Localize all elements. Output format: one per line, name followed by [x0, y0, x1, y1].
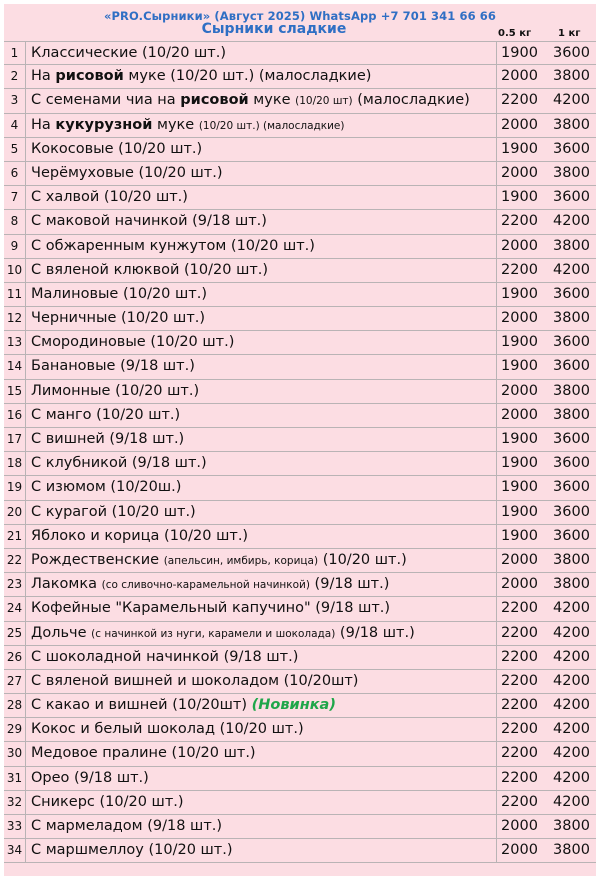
price-half-kg: 2000	[496, 573, 542, 596]
price-half-kg: 2000	[496, 307, 542, 330]
table-row	[4, 331, 596, 355]
table-row	[4, 210, 596, 234]
table-row	[4, 307, 596, 331]
product-name-part: Кофейные "Карамельный капучино" (9/18 шт.)	[31, 600, 391, 617]
price-one-kg: 3600	[553, 431, 590, 447]
table-row	[4, 718, 596, 742]
price-one-kg: 3800	[553, 164, 590, 181]
price-one-kg: 4200	[553, 745, 590, 762]
price-one-kg: 4200	[553, 92, 590, 109]
product-name-part: Кокос и белый шоколад (10/20 шт.)	[31, 721, 304, 738]
price-half-kg: 2200	[496, 646, 542, 669]
table-row	[4, 694, 596, 718]
table-row	[4, 573, 596, 597]
table-row	[4, 65, 596, 89]
product-name	[31, 694, 492, 717]
price-one-kg: 4200	[553, 213, 590, 230]
row-number: 16	[4, 404, 26, 427]
product-name	[31, 186, 492, 209]
product-name	[31, 791, 492, 814]
product-name-part: Банановые (9/18 шт.)	[31, 358, 195, 375]
product-name-part: (малосладкие)	[352, 92, 470, 109]
table-row	[4, 380, 596, 404]
table-row	[4, 742, 596, 766]
price-one-kg: 3800	[553, 842, 590, 859]
product-name-part: Кокосовые (10/20 шт.)	[31, 140, 203, 157]
product-name-part: С маршмеллоу (10/20 шт.)	[31, 842, 233, 859]
price-one-kg: 3600	[553, 334, 590, 351]
product-name-part: С халвой (10/20 шт.)	[31, 189, 188, 206]
row-number: 17	[4, 428, 26, 451]
price-one-kg: 3800	[553, 551, 590, 568]
table-row	[4, 525, 596, 549]
row-number: 7	[4, 186, 26, 209]
new-badge: (Новинка)	[251, 697, 336, 714]
price-half-kg: 1900	[496, 42, 542, 64]
price-half-kg: 2200	[496, 597, 542, 620]
product-name-part: Медовое пралине (10/20 шт.)	[31, 745, 256, 762]
row-number: 27	[4, 670, 26, 693]
product-name	[31, 742, 492, 765]
product-name-part: (9/18 шт.)	[335, 624, 415, 641]
price-half-kg: 2200	[496, 742, 542, 765]
product-name	[31, 573, 492, 596]
table-row	[4, 622, 596, 646]
product-name-part: С семенами чиа на	[31, 92, 181, 109]
row-number: 26	[4, 646, 26, 669]
product-name	[31, 525, 492, 548]
price-half-kg: 2200	[496, 89, 542, 112]
row-number: 6	[4, 162, 26, 185]
row-number: 12	[4, 307, 26, 330]
price-one-kg: 3600	[553, 503, 590, 520]
product-name-part: Лакомка	[31, 576, 102, 593]
product-name	[31, 501, 492, 524]
product-name	[31, 162, 492, 185]
product-name	[31, 549, 492, 572]
product-name-part: С мармеладом (9/18 шт.)	[31, 818, 223, 834]
product-name	[31, 331, 492, 354]
product-name-part: (с начинкой из нуги, карамели и шоколада)	[91, 627, 336, 640]
row-number: 1	[4, 42, 26, 64]
price-half-kg: 1900	[496, 476, 542, 499]
product-name	[31, 210, 492, 233]
table-row	[4, 162, 596, 186]
row-number: 14	[4, 355, 26, 378]
product-name	[31, 597, 492, 620]
product-name-part: Сникерс (10/20 шт.)	[31, 793, 184, 810]
price-one-kg: 3800	[553, 237, 590, 254]
price-half-kg: 2000	[496, 815, 542, 838]
table-row	[4, 41, 596, 65]
price-half-kg: 1900	[496, 428, 542, 451]
price-half-kg: 1900	[496, 525, 542, 548]
product-name	[31, 815, 492, 838]
price-one-kg: 3800	[553, 382, 590, 399]
product-name-part: муке (10/20 шт.) (малосладкие)	[123, 68, 372, 85]
row-number: 3	[4, 89, 26, 112]
table-row	[4, 791, 596, 815]
table-row	[4, 259, 596, 283]
table-row	[4, 186, 596, 210]
price-half-kg: 1900	[496, 331, 542, 354]
table-row	[4, 597, 596, 621]
price-half-kg: 1900	[496, 283, 542, 306]
price-half-kg: 2200	[496, 210, 542, 233]
product-name	[31, 767, 492, 790]
product-name-part: муке	[248, 92, 296, 109]
price-one-kg: 4200	[553, 261, 590, 278]
product-name-part: Рождественские	[31, 551, 164, 568]
table-row	[4, 815, 596, 839]
product-name-part: Черничные (10/20 шт.)	[31, 310, 206, 327]
product-name-part: (со сливочно-карамельной начинкой)	[101, 579, 310, 592]
row-number: 24	[4, 597, 26, 620]
table-row	[4, 549, 596, 573]
table-row	[4, 501, 596, 525]
product-name-part: С курагой (10/20 шт.)	[31, 503, 196, 520]
product-name-part: С вяленой клюквой (10/20 шт.)	[31, 261, 269, 278]
price-half-kg: 2200	[496, 718, 542, 741]
product-name-part: С изюмом (10/20ш.)	[31, 479, 182, 496]
price-one-kg: 4200	[553, 697, 590, 714]
price-one-kg: 3800	[553, 116, 590, 133]
price-one-kg: 3600	[553, 45, 590, 61]
product-name-part: Дольче	[31, 624, 92, 641]
product-name	[31, 307, 492, 330]
product-name	[31, 670, 492, 693]
product-name-part: (9/18 шт.)	[309, 576, 390, 593]
price-half-kg: 2000	[496, 404, 542, 427]
row-number: 9	[4, 235, 26, 258]
row-number: 10	[4, 259, 26, 282]
product-name-part: На	[31, 68, 56, 85]
row-number: 22	[4, 549, 26, 572]
table-row	[4, 114, 596, 138]
row-number: 34	[4, 839, 26, 862]
price-one-kg: 3800	[553, 576, 590, 593]
product-name	[31, 452, 492, 475]
row-number: 28	[4, 694, 26, 717]
price-half-kg: 1900	[496, 355, 542, 378]
product-name-part: (апельсин, имбирь, корица)	[163, 554, 319, 567]
price-half-kg: 2200	[496, 259, 542, 282]
contact-line: «PRO.Сырники» (Август 2025) WhatsApp +7 701 341 66 66	[104, 9, 496, 23]
price-one-kg: 4200	[553, 624, 590, 641]
column-header-one-kg: 1 кг	[558, 28, 581, 39]
table-row	[4, 767, 596, 791]
price-one-kg: 3600	[553, 358, 590, 375]
row-number: 11	[4, 283, 26, 306]
price-half-kg: 2200	[496, 694, 542, 717]
product-name-part: На	[31, 116, 56, 133]
product-name-part: (10/20 шт.) (малосладкие)	[198, 119, 345, 132]
price-one-kg: 4200	[553, 793, 590, 810]
price-one-kg: 3600	[553, 285, 590, 302]
row-number: 13	[4, 331, 26, 354]
product-name-part: С маковой начинкой (9/18 шт.)	[31, 213, 267, 230]
row-number: 30	[4, 742, 26, 765]
price-one-kg: 3600	[553, 527, 590, 544]
row-number: 18	[4, 452, 26, 475]
price-half-kg: 1900	[496, 138, 542, 161]
product-name	[31, 259, 492, 282]
table-row	[4, 476, 596, 500]
price-half-kg: 2200	[496, 767, 542, 790]
product-name-part: С обжаренным кунжутом (10/20 шт.)	[31, 237, 315, 254]
row-number: 32	[4, 791, 26, 814]
product-name-part: (10/20 шт)	[295, 95, 353, 108]
row-number: 29	[4, 718, 26, 741]
product-name	[31, 646, 492, 669]
product-name-part: С клубникой (9/18 шт.)	[31, 455, 207, 472]
price-one-kg: 3800	[553, 68, 590, 85]
table-row	[4, 283, 596, 307]
table-row	[4, 452, 596, 476]
table-row	[4, 355, 596, 379]
product-name	[31, 114, 492, 137]
product-name-part: Черёмуховые (10/20 шт.)	[31, 164, 223, 181]
price-half-kg: 1900	[496, 186, 542, 209]
price-one-kg: 4200	[553, 769, 590, 786]
row-number: 31	[4, 767, 26, 790]
table-row	[4, 404, 596, 428]
price-half-kg: 2200	[496, 791, 542, 814]
product-name	[31, 476, 492, 499]
row-number: 8	[4, 210, 26, 233]
row-number: 2	[4, 65, 26, 88]
row-number: 4	[4, 114, 26, 137]
price-half-kg: 1900	[496, 452, 542, 475]
price-half-kg: 2000	[496, 839, 542, 862]
price-one-kg: 4200	[553, 672, 590, 689]
product-name-part: Малиновые (10/20 шт.)	[31, 285, 207, 302]
product-name-part: С какао и вишней (10/20шт)	[31, 697, 252, 714]
row-number: 5	[4, 138, 26, 161]
product-name-part: Классические (10/20 шт.)	[31, 45, 227, 61]
product-name-part: Орео (9/18 шт.)	[31, 769, 149, 786]
product-name-part: кукурузной	[55, 116, 153, 133]
product-name	[31, 138, 492, 161]
product-name-part: рисовой	[180, 92, 249, 109]
product-name	[31, 622, 492, 645]
product-name-part: рисовой	[55, 68, 124, 85]
price-one-kg: 3800	[553, 818, 590, 834]
product-name	[31, 65, 492, 88]
price-table	[4, 41, 596, 863]
row-number: 15	[4, 380, 26, 403]
page-title: Сырники сладкие	[201, 21, 347, 37]
product-name-part: С вяленой вишней и шоколадом (10/20шт)	[31, 672, 359, 689]
product-name	[31, 235, 492, 258]
product-name-part: муке	[152, 116, 199, 133]
table-row	[4, 839, 596, 863]
price-half-kg: 2000	[496, 114, 542, 137]
product-name-part: Яблоко и корица (10/20 шт.)	[31, 527, 249, 544]
price-one-kg: 3800	[553, 310, 590, 327]
table-row	[4, 235, 596, 259]
price-one-kg: 3600	[553, 189, 590, 206]
product-name	[31, 42, 492, 64]
price-one-kg: 3800	[553, 406, 590, 423]
price-half-kg: 2000	[496, 235, 542, 258]
price-half-kg: 1900	[496, 501, 542, 524]
table-row	[4, 138, 596, 162]
table-row	[4, 670, 596, 694]
price-one-kg: 3600	[553, 140, 590, 157]
price-half-kg: 2000	[496, 380, 542, 403]
row-number: 25	[4, 622, 26, 645]
row-number: 23	[4, 573, 26, 596]
price-one-kg: 4200	[553, 721, 590, 738]
product-name	[31, 380, 492, 403]
product-name	[31, 718, 492, 741]
product-name-part: С манго (10/20 шт.)	[31, 406, 181, 423]
product-name-part: С вишней (9/18 шт.)	[31, 431, 185, 447]
table-row	[4, 428, 596, 452]
table-row	[4, 646, 596, 670]
price-one-kg: 3600	[553, 455, 590, 472]
price-half-kg: 2000	[496, 162, 542, 185]
price-list-sheet	[4, 4, 596, 876]
product-name	[31, 89, 492, 112]
product-name	[31, 283, 492, 306]
product-name	[31, 355, 492, 378]
price-half-kg: 2000	[496, 549, 542, 572]
price-half-kg: 2000	[496, 65, 542, 88]
product-name-part: Смородиновые (10/20 шт.)	[31, 334, 235, 351]
price-half-kg: 2200	[496, 670, 542, 693]
price-one-kg: 4200	[553, 600, 590, 617]
price-one-kg: 4200	[553, 648, 590, 665]
product-name-part: С шоколадной начинкой (9/18 шт.)	[31, 648, 299, 665]
product-name	[31, 428, 492, 451]
table-row	[4, 89, 596, 113]
row-number: 19	[4, 476, 26, 499]
price-half-kg: 2200	[496, 622, 542, 645]
product-name	[31, 839, 492, 862]
product-name-part: Лимонные (10/20 шт.)	[31, 382, 200, 399]
row-number: 21	[4, 525, 26, 548]
price-one-kg: 3600	[553, 479, 590, 496]
product-name-part: (10/20 шт.)	[318, 551, 407, 568]
product-name	[31, 404, 492, 427]
row-number: 20	[4, 501, 26, 524]
row-number: 33	[4, 815, 26, 838]
column-header-half-kg: 0.5 кг	[498, 28, 532, 39]
